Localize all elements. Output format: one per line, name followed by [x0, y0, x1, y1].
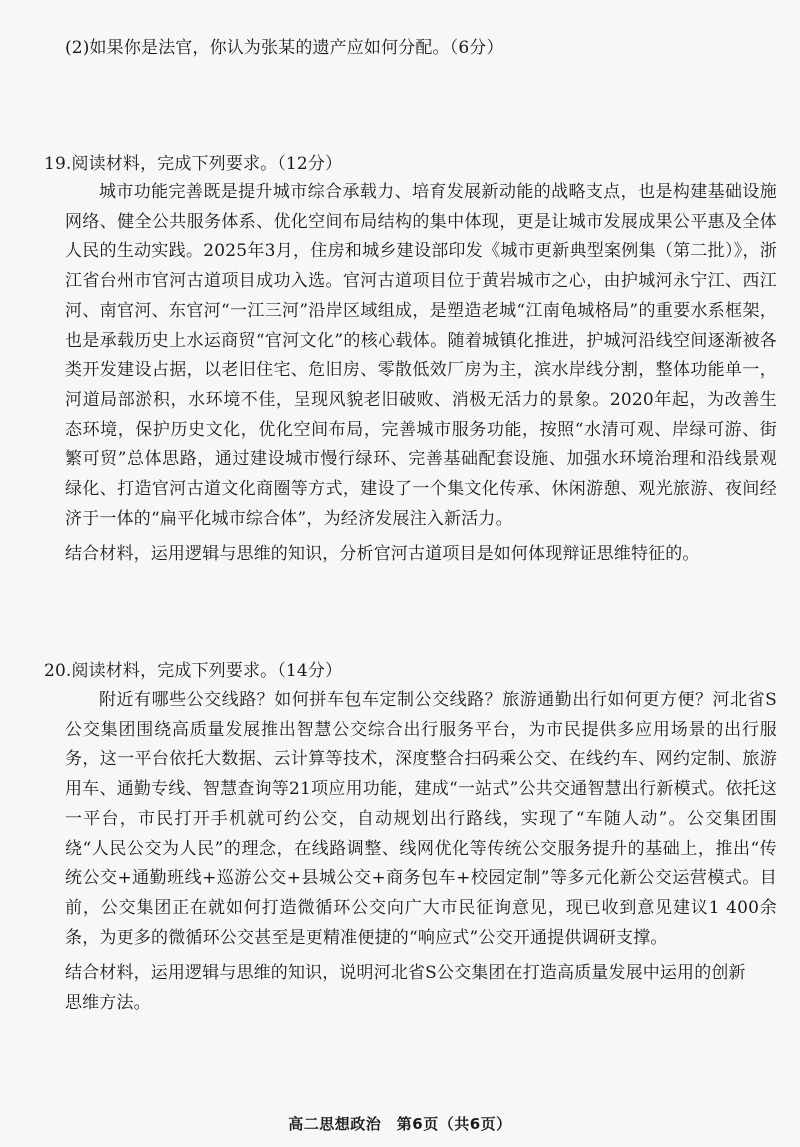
question-18-part-2: (2)如果你是法官，你认为张某的遗产应如何分配。（6分）	[65, 38, 504, 58]
page-footer: 高二思想政治 第6页（共6页）	[288, 1115, 512, 1133]
question-20-prompt-line-2: 思维方法。	[65, 993, 151, 1013]
question-20-material: 附近有哪些公交线路？如何拼车包车定制公交线路？旅游通勤出行如何更方便？河北省S公交集团围绕高质量发展推出智慧公交综合出行服务平台，为市民提供多应用场景的出行服务，这一平台依托大数据、云计算等技术，深度整合扫码乘公交、在线约车、网约定制、旅游用车、通勤专线、智慧查询等21项应用功能，建成“一站式”公共交通智慧出行新模式。依托这一平台，市民打开手机就可约公交，自动规划出行路线，实现了“车随人动”。公交集团围绕“人民公交为人民”的理念，在线路调整、线网优化等传统公交服务提升的基础上，推出“传统公交+通勤班线+巡游公交+县城公交+商务包车+校园定制”等多元化新公交运营模式。目前，公交集团正在就如何打造微循环公交向广大市民征询意见，现已收到意见建议1 400余条，为更多的微循环公交甚至是更精准便捷的“响应式”公交开通提供调研支撑。	[65, 690, 777, 948]
question-19-prompt: 结合材料，运用逻辑与思维的知识，分析官河古道项目是如何体现辩证思维特征的。	[65, 544, 700, 564]
question-19-heading: 19.阅读材料，完成下列要求。（12分）	[44, 154, 343, 174]
question-19-material: 城市功能完善既是提升城市综合承载力、培育发展新动能的战略支点，也是构建基础设施网络、健全公共服务体系、优化空间布局结构的集中体现，更是让城市发展成果公平惠及全体人民的生动实践。2025年3月，住房和城乡建设部印发《城市更新典型案例集（第二批）》，浙江省台州市官河古道项目成功入选。官河古道项目位于黄岩城市之心，由护城河永宁江、西江河、南官河、东官河“一江三河”沿岸区域组成，是塑造老城“江南龟城格局”的重要水系框架，也是承载历史上水运商贸“官河文化”的核心载体。随着城镇化推进，护城河沿线空间逐渐被各类开发建设占据，以老旧住宅、危旧房、零散低效厂房为主，滨水岸线分割，整体功能单一，河道局部淤积，水环境不佳，呈现风貌老旧破败、消极无活力的景象。2020年起，为改善生态环境，保护历史文化，优化空间布局，完善城市服务功能，按照“水清可观、岸绿可游、街繁可贸”总体思路，通过建设城市慢行绿环、完善基础配套设施、加强水环境治理和沿线景观绿化、打造官河古道文化商圈等方式，建设了一个集文化传承、休闲游憩、观光旅游、夜间经济于一体的“扁平化城市综合体”，为经济发展注入新活力。	[65, 182, 777, 529]
question-20-heading: 20.阅读材料，完成下列要求。（14分）	[44, 661, 343, 681]
question-20-prompt-line-1: 结合材料，运用逻辑与思维的知识，说明河北省S公交集团在打造高质量发展中运用的创新	[65, 963, 746, 983]
